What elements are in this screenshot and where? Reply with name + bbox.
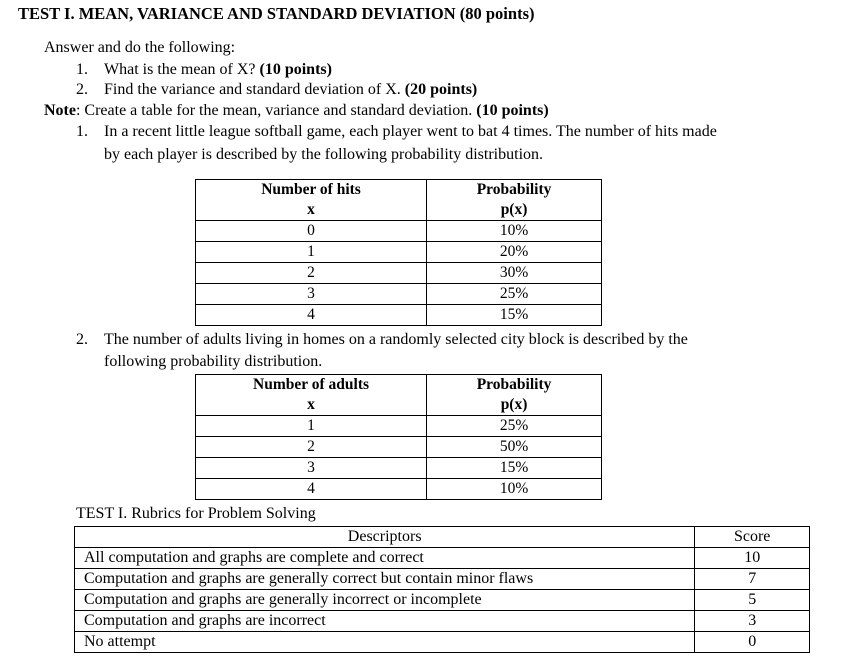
table-header-x: x	[196, 200, 427, 221]
table-row	[75, 611, 810, 632]
table-cell-p: 20%	[427, 242, 602, 263]
note-label: Note	[44, 102, 76, 119]
table-cell-x: 2	[196, 263, 427, 284]
table-cell-x: 0	[196, 221, 427, 242]
table-header-x: x	[196, 395, 427, 416]
instruction-points: (10 points)	[259, 61, 332, 78]
adults-probability-table	[195, 374, 602, 500]
rubric-score: 5	[695, 590, 810, 611]
instruction-text: What is the mean of X?	[104, 61, 260, 78]
table-row	[196, 284, 602, 305]
table-cell-x: 1	[196, 242, 427, 263]
table-header-px: p(x)	[427, 395, 602, 416]
table-header-px: p(x)	[427, 200, 602, 221]
problem-2-line-1	[76, 331, 688, 349]
rubric-table	[74, 526, 810, 653]
table-row	[196, 263, 602, 284]
table-header-number-of-hits: Number of hits	[196, 180, 427, 201]
table-cell-x: 3	[196, 284, 427, 305]
table-row	[75, 569, 810, 590]
table-cell-p: 10%	[427, 479, 602, 500]
table-cell-x: 4	[196, 305, 427, 326]
table-row	[196, 305, 602, 326]
table-cell-x: 2	[196, 437, 427, 458]
table-header-probability: Probability	[427, 375, 602, 396]
table-header-probability: Probability	[427, 180, 602, 201]
rubric-header-score: Score	[695, 527, 810, 548]
note-text: : Create a table for the mean, variance and standard deviation.	[75, 102, 477, 119]
instruction-1	[76, 61, 332, 79]
table-row	[196, 221, 602, 242]
rubric-descriptor: Computation and graphs are generally correct but contain minor flaws	[75, 569, 695, 590]
note-points: (10 points)	[476, 102, 549, 119]
rubric-score: 0	[695, 632, 810, 653]
problem-2-line-2: following probability distribution.	[104, 353, 323, 370]
rubric-descriptor: No attempt	[75, 632, 695, 653]
instruction-text: Find the variance and standard deviation of X.	[104, 81, 405, 98]
table-cell-x: 4	[196, 479, 427, 500]
table-cell-x: 1	[196, 416, 427, 437]
table-row	[75, 548, 810, 569]
table-cell-p: 25%	[427, 284, 602, 305]
page-title: TEST I. MEAN, VARIANCE AND STANDARD DEVIATION (80 points)	[18, 4, 535, 23]
problem-2-number: 2.	[76, 331, 88, 348]
problem-1-number: 1.	[76, 123, 88, 140]
rubric-descriptor: All computation and graphs are complete and correct	[75, 548, 695, 569]
table-row	[196, 458, 602, 479]
instruction-number: 1.	[76, 61, 88, 78]
note-line	[44, 102, 549, 120]
table-cell-p: 25%	[427, 416, 602, 437]
table-row	[196, 416, 602, 437]
table-row	[196, 437, 602, 458]
table-header-number-of-adults: Number of adults	[196, 375, 427, 396]
intro-text: Answer and do the following:	[44, 39, 236, 56]
problem-2-text: The number of adults living in homes on a randomly selected city block is described by the	[104, 331, 688, 348]
problem-1-text: In a recent little league softball game, each player went to bat 4 times. The number of hits made	[104, 123, 717, 140]
rubric-score: 10	[695, 548, 810, 569]
instruction-points: (20 points)	[404, 81, 478, 98]
rubric-score: 3	[695, 611, 810, 632]
table-row	[75, 590, 810, 611]
table-cell-x: 3	[196, 458, 427, 479]
instruction-2	[76, 81, 477, 99]
rubric-title: TEST I. Rubrics for Problem Solving	[76, 505, 316, 522]
table-cell-p: 30%	[427, 263, 602, 284]
table-row	[196, 479, 602, 500]
problem-1-line-1	[76, 123, 717, 141]
table-row	[75, 632, 810, 653]
hits-probability-table	[195, 179, 602, 326]
instruction-number: 2.	[76, 81, 88, 98]
problem-1-line-2: by each player is described by the following probability distribution.	[104, 146, 544, 163]
rubric-descriptor: Computation and graphs are incorrect	[75, 611, 695, 632]
table-cell-p: 15%	[427, 305, 602, 326]
table-cell-p: 10%	[427, 221, 602, 242]
table-row	[196, 242, 602, 263]
rubric-header-descriptors: Descriptors	[75, 527, 695, 548]
rubric-score: 7	[695, 569, 810, 590]
table-cell-p: 50%	[427, 437, 602, 458]
rubric-descriptor: Computation and graphs are generally incorrect or incomplete	[75, 590, 695, 611]
table-cell-p: 15%	[427, 458, 602, 479]
